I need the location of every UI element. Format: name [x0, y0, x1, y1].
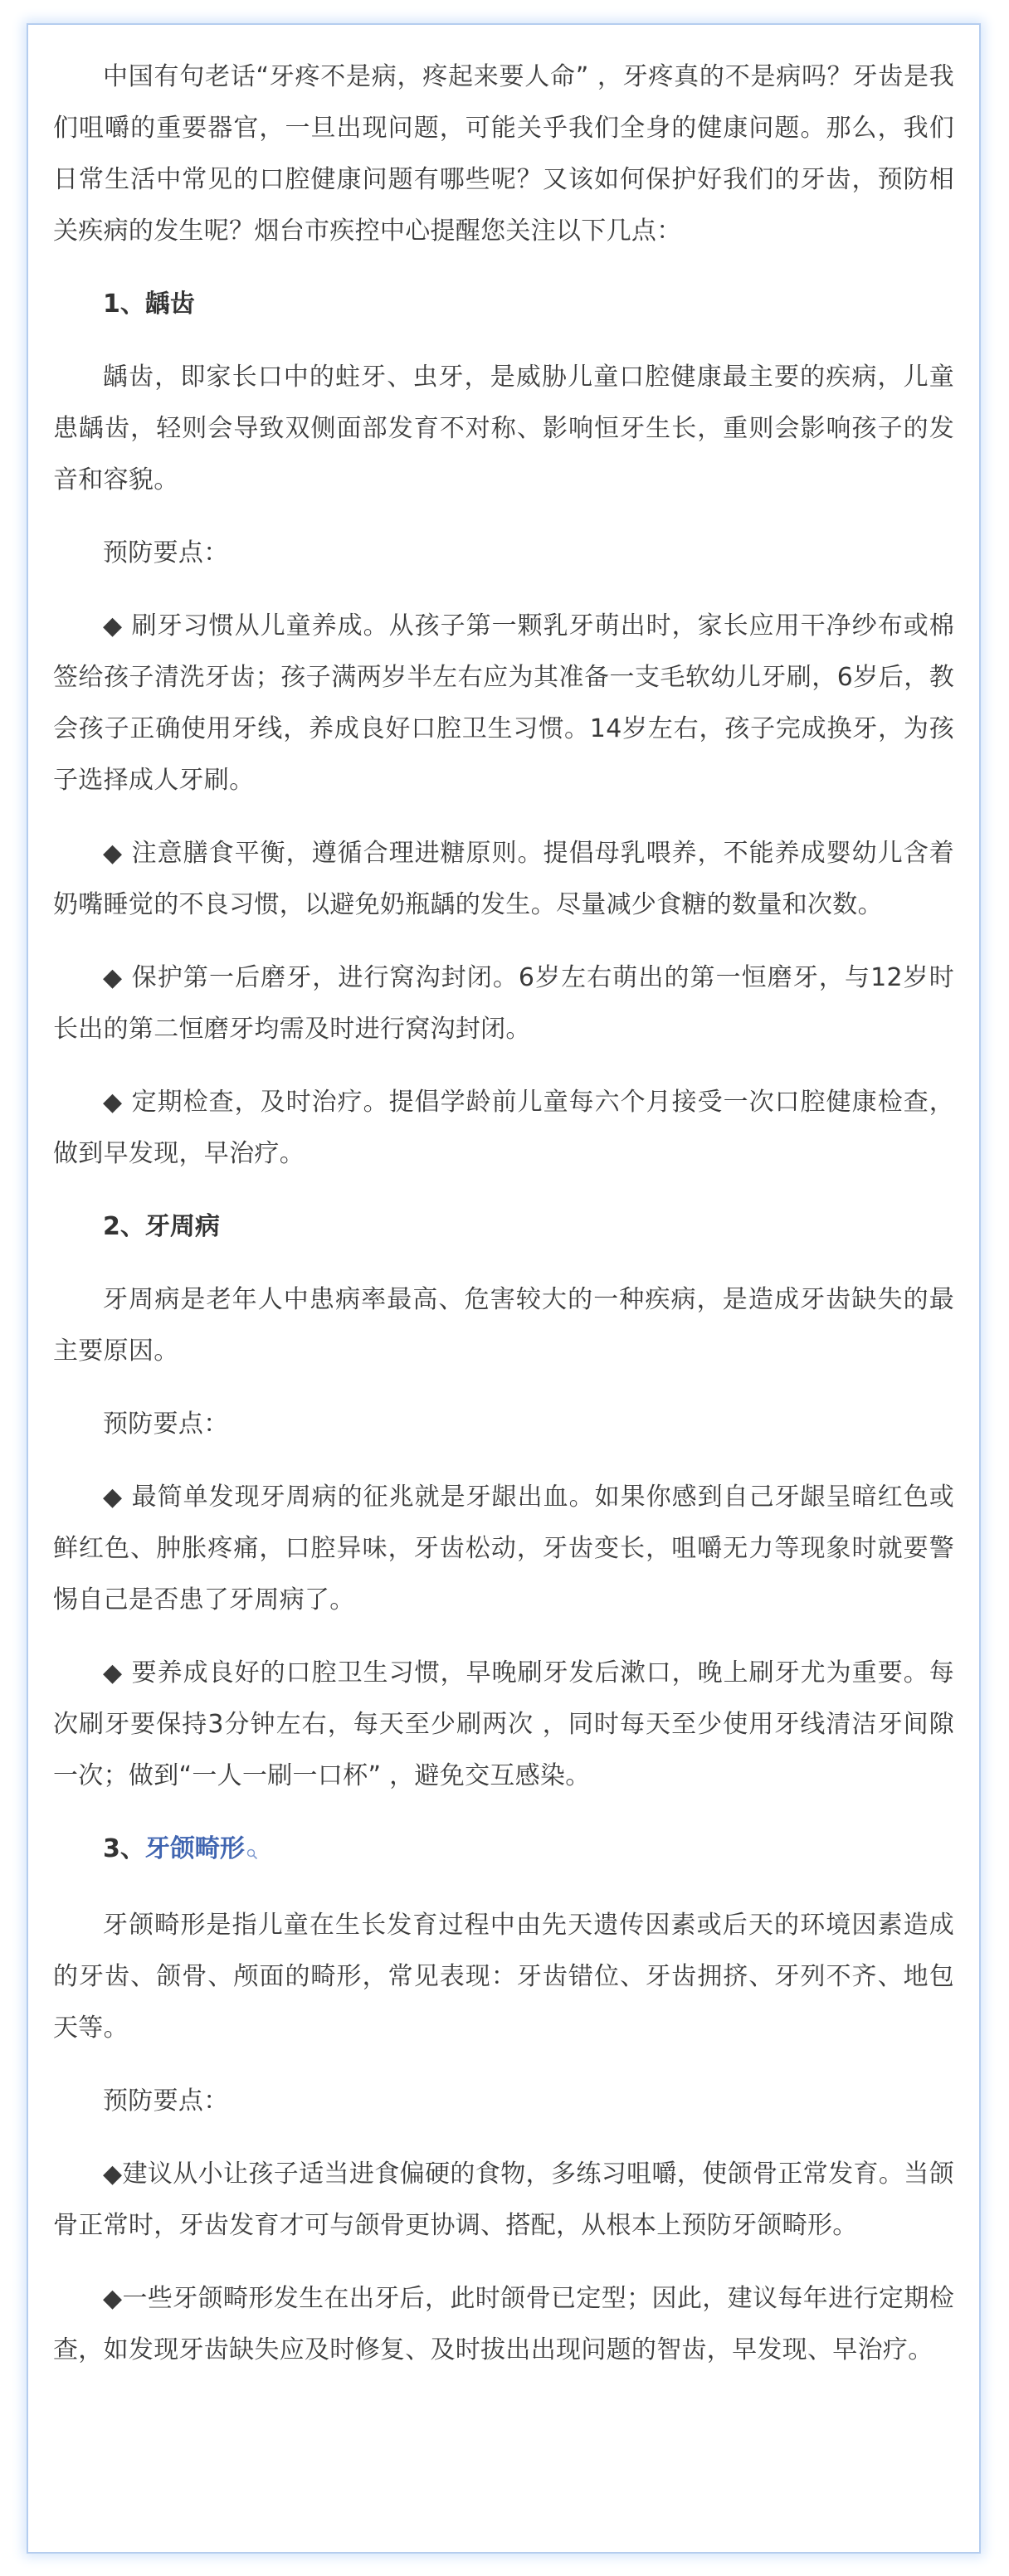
caries-point: ◆ 刷牙习惯从儿童养成。从孩子第一颗乳牙萌出时，家长应用干净纱布或棉签给孩子清洗牙齿；孩子满两岁半左右应为其准备一支毛软幼儿牙刷，6岁后，教会孩子正确使用牙线，养成良好口腔卫生习惯。14岁左右，孩子完成换牙，为孩子选择成人牙刷。 [53, 611, 954, 795]
caries-description: 龋齿，即家长口中的蛀牙、虫牙，是威胁儿童口腔健康最主要的疾病，儿童患龋齿，轻则会导致双侧面部发育不对称、影响恒牙生长，重则会影响孩子的发音和容貌。 [53, 363, 954, 494]
section-heading-malocclusion [53, 1824, 954, 1878]
malocclusion-description: 牙颌畸形是指儿童在生长发育过程中由先天遗传因素或后天的环境因素造成的牙齿、颌骨、颅面的畸形，常见表现：牙齿错位、牙齿拥挤、牙列不齐、地包天等。 [53, 1911, 954, 2043]
periodontal-description: 牙周病是老年人中患病率最高、危害较大的一种疾病，是造成牙齿缺失的最主要原因。 [53, 1285, 954, 1366]
heading-prefix: 3、 [103, 1834, 145, 1863]
article-frame [27, 23, 981, 2554]
intro-paragraph: 中国有句老话“牙疼不是病，疼起来要人命” ，牙疼真的不是病吗？牙齿是我们咀嚼的重要器官，一旦出现问题，可能关乎我们全身的健康问题。那么，我们日常生活中常见的口腔健康问题有哪些呢？又该如何保护好我们的牙齿，预防相关疾病的发生呢？烟台市疾控中心提醒您关注以下几点： [53, 62, 954, 246]
caries-point: ◆ 注意膳食平衡，遵循合理进糖原则。提倡母乳喂养，不能养成婴幼儿含着奶嘴睡觉的不良习惯，以避免奶瓶龋的发生。尽量减少食糖的数量和次数。 [53, 839, 954, 919]
caries-point: ◆ 定期检查，及时治疗。提倡学龄前儿童每六个月接受一次口腔健康检查，做到早发现，早治疗。 [53, 1088, 954, 1168]
malocclusion-point: ◆建议从小让孩子适当进食偏硬的食物，多练习咀嚼，使颌骨正常发育。当颌骨正常时，牙齿发育才可与颌骨更协调、搭配，从根本上预防牙颌畸形。 [53, 2160, 954, 2240]
periodontal-point: ◆ 要养成良好的口腔卫生习惯，早晚刷牙发后漱口，晚上刷牙尤为重要。每次刷牙要保持3分钟左右，每天至少刷两次 ，同时每天至少使用牙线清洁牙间隙一次；做到“一人一刷一口杯” ，避免交互感染。 [53, 1658, 954, 1790]
caries-prevention-label: 预防要点： [103, 538, 229, 567]
malocclusion-keyword-link[interactable]: 牙颌畸形 [144, 1834, 245, 1863]
periodontal-prevention-label: 预防要点： [103, 1410, 229, 1439]
section-heading-periodontal: 2、牙周病 [103, 1212, 220, 1241]
malocclusion-point: ◆一些牙颌畸形发生在出牙后，此时颌骨已定型；因此，建议每年进行定期检查，如发现牙齿缺失应及时修复、及时拔出出现问题的智齿，早发现、早治疗。 [53, 2284, 954, 2364]
caries-point: ◆ 保护第一后磨牙，进行窝沟封闭。6岁左右萌出的第一恒磨牙，与12岁时长出的第二恒磨牙均需及时进行窝沟封闭。 [53, 963, 954, 1044]
periodontal-point: ◆ 最简单发现牙周病的征兆就是牙龈出血。如果你感到自己牙龈呈暗红色或鲜红色、肿胀疼痛，口腔异味，牙齿松动，牙齿变长，咀嚼无力等现象时就要警惕自己是否患了牙周病了。 [53, 1483, 954, 1614]
malocclusion-prevention-label: 预防要点： [103, 2087, 229, 2116]
section-heading-caries: 1、龋齿 [103, 290, 195, 319]
search-icon[interactable] [246, 1827, 258, 1878]
